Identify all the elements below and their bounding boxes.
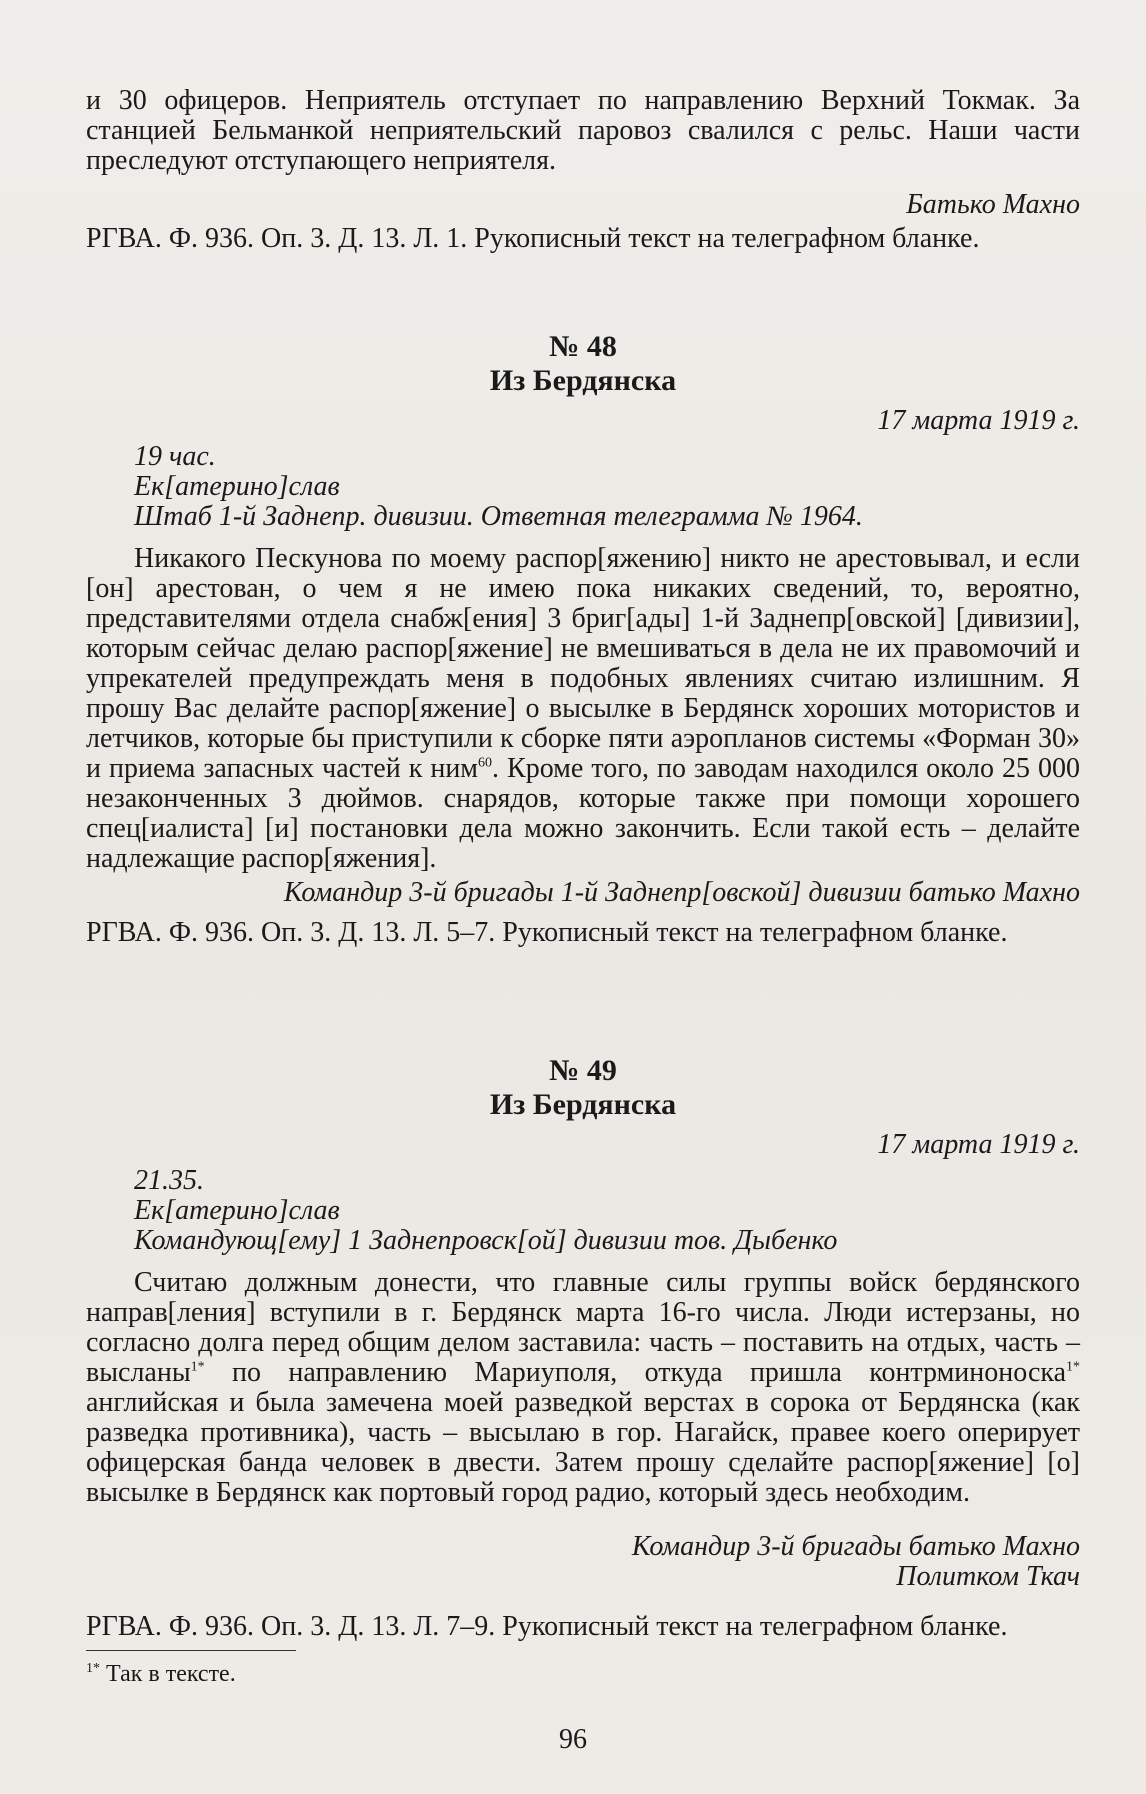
doc49-place: Из Бердянска (489, 1088, 677, 1121)
doc48-number: № 48 (549, 330, 617, 363)
doc49-signature-2: Политком Ткач (896, 1561, 1080, 1592)
doc49-time: 21.35. (134, 1165, 204, 1196)
doc49-city: Ек[атерино]слав (134, 1195, 340, 1226)
doc49-signature-1: Командир 3-й бригады батько Махно (631, 1531, 1080, 1562)
top-signature: Батько Махно (906, 189, 1080, 220)
doc49-body-part-c: английская и была замечена моей разведкой верстах в сорока от Бердянска (как разведка противника), часть – высылаю в гор. Нагайск, правее коего оперирует офицерская банда человек в двести. Затем прошу сделайте распор[яжение] [о] высылке в Бердянск как портовый город радио, который здесь необходим. (86, 1387, 1080, 1508)
doc48-body-part-b: . Кроме того, по заводам находился около 25 000 незаконченных 3 дюймов. снарядов, которые также при помощи хорошего спец[иалиста] [и] постановки дела можно закончить. Если такой есть – делайте надлежащие распор[яжения]. (86, 753, 1080, 874)
page-number: 96 (559, 1724, 587, 1755)
doc49-source: РГВА. Ф. 936. Оп. 3. Д. 13. Л. 7–9. Рукописный текст на телеграфном бланке. (86, 1611, 1008, 1642)
doc49-body-part-a: Считаю должным донести, что главные силы группы войск бердянского направ[ления] вступили в г. Бердянск марта 16-го числа. Люди истерзаны, но согласно долга перед общим делом заставила: часть – поставить на отдых, часть – высланы (86, 1267, 1080, 1388)
footnote-divider (86, 1650, 296, 1651)
footnote (86, 1660, 1080, 1688)
doc48-date: 17 марта 1919 г. (877, 405, 1080, 436)
doc48-section (86, 330, 1080, 948)
doc49-section (86, 1054, 1080, 1642)
doc49-addressee: Командующ[ему] 1 Заднепровск[ой] дивизии тов. Дыбенко (134, 1225, 838, 1256)
doc49-date: 17 марта 1919 г. (877, 1129, 1080, 1160)
doc48-city: Ек[атерино]слав (134, 471, 340, 502)
doc49-footnote-ref-1: 1* (190, 1359, 205, 1375)
top-paragraph: и 30 офицеров. Неприятель отступает по направлению Верхний Токмак. За станцией Бельманкой неприятельский паровоз свалился с рельс. Наши части преследуют отступающего неприятеля. (86, 85, 1080, 176)
doc48-body (86, 544, 1080, 874)
doc49-footnote-ref-2: 1* (1066, 1359, 1080, 1375)
footnote-section (86, 1660, 1080, 1688)
footnote-text: Так в тексте. (100, 1661, 236, 1687)
top-source: РГВА. Ф. 936. Оп. 3. Д. 13. Л. 1. Рукописный текст на телеграфном бланке. (86, 223, 980, 254)
footnote-mark: 1* (86, 1661, 100, 1676)
doc48-signature: Командир 3-й бригады 1-й Заднепр[овской] дивизии батько Махно (283, 877, 1080, 908)
doc49-body (86, 1268, 1080, 1508)
doc49-number: № 49 (549, 1054, 617, 1087)
doc48-time: 19 час. (134, 441, 216, 472)
doc48-source: РГВА. Ф. 936. Оп. 3. Д. 13. Л. 5–7. Рукописный текст на телеграфном бланке. (86, 917, 1008, 948)
doc48-place: Из Бердянска (489, 364, 677, 397)
doc48-body-part-a: Никакого Пескунова по моему распор[яжению] никто не арестовывал, и если [он] арестован, о чем я не имею пока никаких сведений, то, вероятно, представителями отдела снабж[ения] 3 бриг[ады] 1-й Заднепр[овской] [дивизии], которым сейчас делаю распор[яжение] не вмешиваться в дела не их правомочий и упрекателей предупреждать меня в подобных явлениях считаю излишним. Я прошу Вас делайте распор[яжение] о высылке в Бердянск хороших мотористов и летчиков, которые бы приступили к сборке пяти аэропланов системы «Форман 30» и приема запасных частей к ним (86, 543, 1080, 784)
doc48-addressee: Штаб 1-й Заднепр. дивизии. Ответная телеграмма № 1964. (134, 501, 863, 532)
doc48-footnote-ref: 60 (478, 755, 493, 771)
top-section (86, 86, 1080, 254)
doc49-body-part-b: по направлению Мариуполя, откуда пришла контрминоноска (204, 1357, 1066, 1388)
